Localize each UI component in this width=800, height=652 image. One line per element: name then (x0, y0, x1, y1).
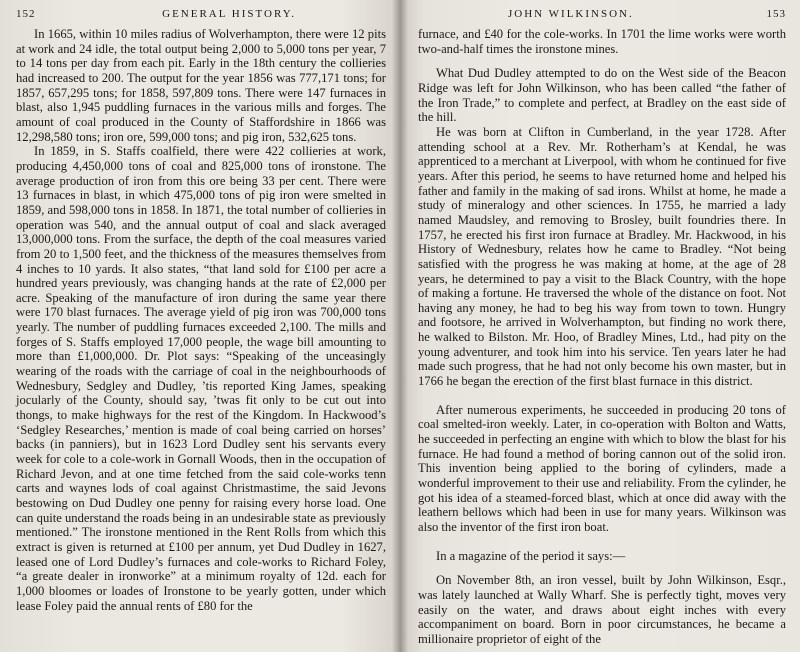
paragraph: What Dud Dudley attempted to do on the West side of the Beacon Ridge was left for John Wilkinson, who has been called “the father of the Iron Trade,” to complete and perfect, at Bradley on the east side of the hill. (418, 66, 786, 125)
paragraph: He was born at Clifton in Cumberland, in the year 1728. After attending school at a Rev. Mr. Rotherham’s at Kendal, he was apprenticed to a merchant at Liverpool, with whom he continued for five years. After this period, he seems to have returned home and helped his father and family in the making of sad irons. Whilst at home, he made a study of mineralogy and other sciences. In 1755, he married a lady named Maudsley, and removing to Brosley, built foundries there. In 1757, he erected his first iron furnace at Bradley. Mr. Hackwood, in his History of Wednesbury, relates how he came to Bradley. “Not being satisfied with the progress he was making at home, at the age of 28 years, he determined to pay a visit to the Black Country, with the hope of making a fortune. He traversed the whole of the distance on foot. Not having any money, he had to beg his way from town to town. Hungry and footsore, he arrived in Wolverhampton, but finding no work there, he walked to Bilston. Mr. Hoo, of Bradley Mines, Ltd., had pity on the young adventurer, and took him into his service. Ten years later he had made such progress, that he had not only become his own master, but in 1766 he began the erection of the first blast furnace in this district. (418, 124, 786, 389)
paragraph: In 1859, in S. Staffs coalfield, there were 422 collieries at work, producing 4,450,000 tons of coal and 825,000 tons of ironstone. The average production of iron from this ore being 33 per cent. There were 13 furnaces in blast, in which 475,000 tons of pig iron were smelted in 1859, and 598,000 tons in 1858. In 1871, the total number of collieries in operation was 540, and the annual output of coal and slack averaged 13,000,000 tons. From the surface, the depth of the coal measures varied from 20 to 1,500 feet, and the thickness of the measures themselves from 4 inches to 10 yards. It also states, “that land sold for £100 per acre a hundred years previously, was changing hands at the rate of £2,000 per acre. Speaking of the manufacture of iron during the same year there were 170 blast furnaces. The average yield of pig iron was 700,000 tons yearly. The number of puddling furnaces exceeded 2,100. The mills and forges of S. Staffs employed 17,000 people, the wage bill amounting to more than £1,000,000. Dr. Plot says: “Speaking of the unceasingly wearing of the roads with the carriage of coal in the neighbourhoods of Wednesbury, Sedgley and Dudley, ’tis reported King James, speaking jocularly of the County, should say, ’twas fit only to be cut out into thongs, to make highways for the rest of the Kingdom. In Hackwood’s ‘Sedgley Researches,’ mention is made of coal being carried on horses’ backs (in panniers), but in 1623 Lord Dudley sent his servants every week for cole to a cole-work in Gornall Woods, then in the occupation of Richard Jevon, and at one time fetched from the said cole-works tenn carts and waynes lods of coal against Christmastime, the said Jevons bestowing on Dud Dudley one penny for raising every horse load. One can quite understand the roads being in an undesirable state as previously mentioned.” The ironstone mentioned in the Rent Rolls from which this extract is given is returned at £100 per annum, yet Dud Dudley in 1627, leased one of Lord Dudley’s furnaces and cole-works to Richard Foley, “a greate dealer in ironworke” at a minimum royalty of 12d. each for 1,000 bloomes or loades of Ironstone to be yearly gotten, under which lease Foley paid the annual rents of £80 for the (16, 144, 386, 613)
right-running-head: JOHN WILKINSON. (508, 8, 634, 20)
left-page-number: 152 (16, 8, 36, 20)
left-running-head: GENERAL HISTORY. (162, 8, 296, 20)
quote-intro: In a magazine of the period it says:— (436, 548, 626, 563)
quote-paragraph: On November 8th, an iron vessel, built by John Wilkinson, Esqr., was lately launched at Wally Wharf. She is perfectly tight, moves very easily on the water, and draws about eight inches with every accompaniment on board. Born in poor circumstances, he became a millionaire proprietor of eight of the (418, 573, 786, 646)
right-page-body (418, 27, 786, 647)
continuation-paragraph: furnace, and £40 for the cole-works. In 1701 the lime works were worth two-and-half times the ironstone mines. (418, 27, 786, 56)
right-page (400, 0, 800, 652)
left-page-body (16, 27, 386, 613)
paragraph: In 1665, within 10 miles radius of Wolverhampton, there were 12 pits at work and 24 idle, the total output being 2,000 to 5,000 tons per year, 7 to 14 tons per day from each pit. Early in the 18th century the collieries had increased to 200. The output for the year 1856 was 777,171 tons; for 1857, 657,295 tons; for 1858, 597,809 tons. There were 147 furnaces in blast, also 1,945 puddling furnaces in the various mills and forges. The amount of coal produced in the County of Staffordshire in 1866 was 12,298,580 tons; iron ore, 599,000 tons; and pig iron, 532,625 tons. (16, 27, 386, 144)
right-page-number: 153 (766, 8, 786, 20)
paragraph: After numerous experiments, he succeeded in producing 20 tons of coal smelted-iron weekly. Later, in co-operation with Bolton and Watts, he succeeded in perfecting an engine with which to blow the blast for his furnace. He had found a method of boring cannon out of the solid iron. This invention being applied to the boring of cylinders, made a wonderful improvement to their use and reliability. From the cylinder, he got his idea of a steamed-forced blast, which at once did away with the leathern bellows which had been in use for many years. Wilkinson was also the inventor of the first iron boat. (418, 402, 786, 534)
right-page-header (418, 8, 786, 24)
left-page-header (16, 8, 386, 24)
